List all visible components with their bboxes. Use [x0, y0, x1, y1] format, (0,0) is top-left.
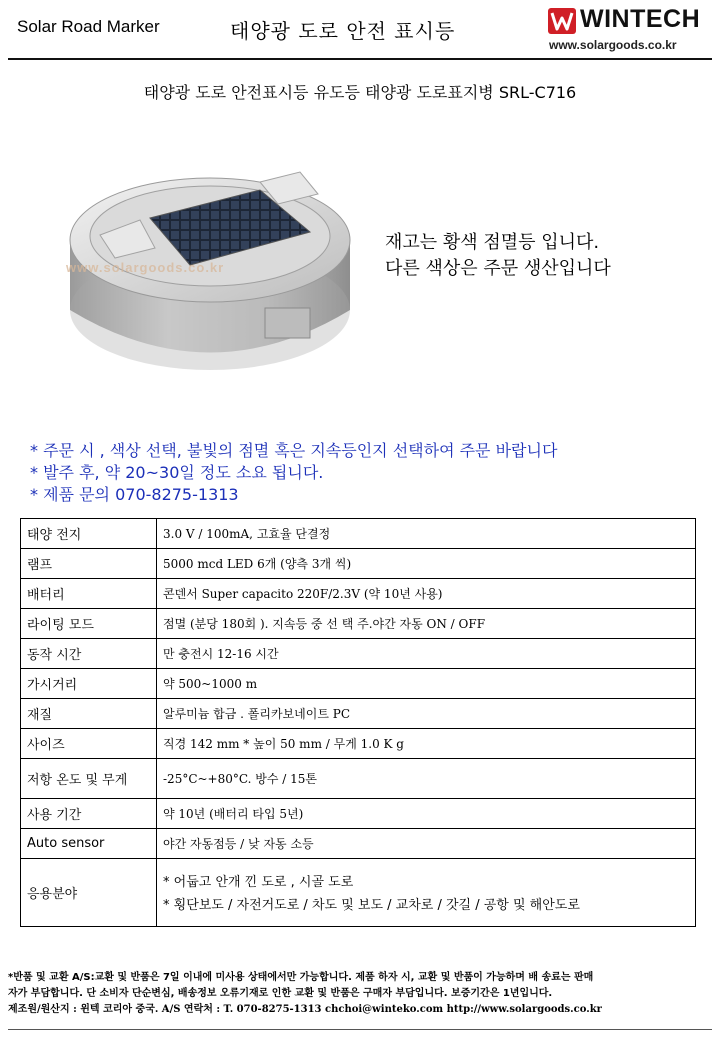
spec-label: Auto sensor	[21, 829, 157, 859]
spec-table	[20, 518, 696, 927]
table-row	[21, 609, 696, 639]
spec-value: 약 10년 (배터리 타입 5년)	[157, 799, 696, 829]
table-row	[21, 519, 696, 549]
footer	[8, 970, 712, 1018]
order-note: * 발주 후, 약 20~30일 정도 소요 됩니다.	[30, 463, 324, 482]
header-title-en: Solar Road Marker	[17, 17, 160, 36]
product-title: 태양광 도로 안전표시등 유도등 태양광 도로표지병 SRL-C716	[143, 83, 577, 102]
footer-line: 자가 부담합니다. 단 소비자 단순변심, 배송정보 오류기재로 인한 교환 및 반품은 구매자 부담입니다. 보증기간은 1년입니다.	[8, 988, 553, 999]
order-note: * 제품 문의 070-8275-1313	[30, 485, 239, 504]
application-line: * 횡단보도 / 자전거도로 / 차도 및 보도 / 교차로 / 갓길 / 공항 및 해안도로	[163, 897, 580, 913]
spec-label: 태양 전지	[21, 519, 157, 549]
table-row	[21, 669, 696, 699]
footer-line: *반품 및 교환 A/S:교환 및 반품은 7일 이내에 미사용 상태에서만 가능합니다. 제품 하자 시, 교환 및 반품이 가능하며 배 송료는 판매	[8, 972, 594, 983]
stock-note	[385, 230, 611, 282]
spec-value: 약 500~1000 m	[157, 669, 696, 699]
application-line: * 어둡고 안개 낀 도로 , 시골 도로	[163, 874, 354, 890]
table-row	[21, 859, 696, 927]
logo-text: WINTECH	[580, 5, 701, 33]
table-row	[21, 699, 696, 729]
table-row	[21, 829, 696, 859]
spec-value: 3.0 V / 100mA, 고효율 단결정	[157, 519, 696, 549]
table-row	[21, 759, 696, 799]
spec-label: 저항 온도 및 무게	[21, 759, 157, 799]
table-row	[21, 729, 696, 759]
spec-label: 라이팅 모드	[21, 609, 157, 639]
table-row	[21, 639, 696, 669]
footer-divider	[8, 1029, 712, 1030]
spec-value: 점멸 (분당 180회 ). 지속등 중 선 택 주.야간 자동 ON / OFF	[157, 609, 696, 639]
header-divider	[8, 58, 712, 60]
spec-label: 배터리	[21, 579, 157, 609]
header-title-ko: 태양광 도로 안전 표시등	[230, 19, 456, 43]
spec-value: 만 충전시 12-16 시간	[157, 639, 696, 669]
spec-label: 동작 시간	[21, 639, 157, 669]
footer-line: 제조원/원산지 : 윈텍 코리아 중국. A/S 연락처 : T. 070-8275-1313 chchoi@winteko.com http://www.solargoods.co.kr	[8, 1004, 602, 1015]
stock-note-line: 재고는 황색 점멸등 입니다.	[385, 232, 600, 253]
spec-value: 5000 mcd LED 6개 (양측 3개 씩)	[157, 549, 696, 579]
spec-value: 야간 자동점등 / 낮 자동 소등	[157, 829, 696, 859]
spec-label: 사이즈	[21, 729, 157, 759]
order-notes	[30, 440, 557, 506]
photo-watermark: www.solargoods.co.kr	[66, 260, 225, 275]
table-row	[21, 549, 696, 579]
spec-value: -25°C~+80°C. 방수 / 15톤	[157, 759, 696, 799]
spec-value	[157, 859, 696, 927]
table-row	[21, 799, 696, 829]
product-photo	[60, 160, 360, 400]
spec-label: 램프	[21, 549, 157, 579]
spec-label: 사용 기간	[21, 799, 157, 829]
spec-label: 가시거리	[21, 669, 157, 699]
spec-value: 직경 142 mm * 높이 50 mm / 무게 1.0 K g	[157, 729, 696, 759]
order-note: * 주문 시 , 색상 선택, 불빛의 점멸 혹은 지속등인지 선택하여 주문 바랍니다	[30, 441, 558, 460]
logo-url: www.solargoods.co.kr	[549, 38, 677, 52]
spec-value: 콘덴서 Super capacito 220F/2.3V (약 10년 사용)	[157, 579, 696, 609]
page-header	[0, 0, 720, 66]
table-row	[21, 579, 696, 609]
spec-label: 응용분야	[21, 859, 157, 927]
stock-note-line: 다른 색상은 주문 생산입니다	[385, 258, 611, 279]
spec-value: 알루미늄 합금 . 폴리카보네이트 PC	[157, 699, 696, 729]
spec-label: 재질	[21, 699, 157, 729]
